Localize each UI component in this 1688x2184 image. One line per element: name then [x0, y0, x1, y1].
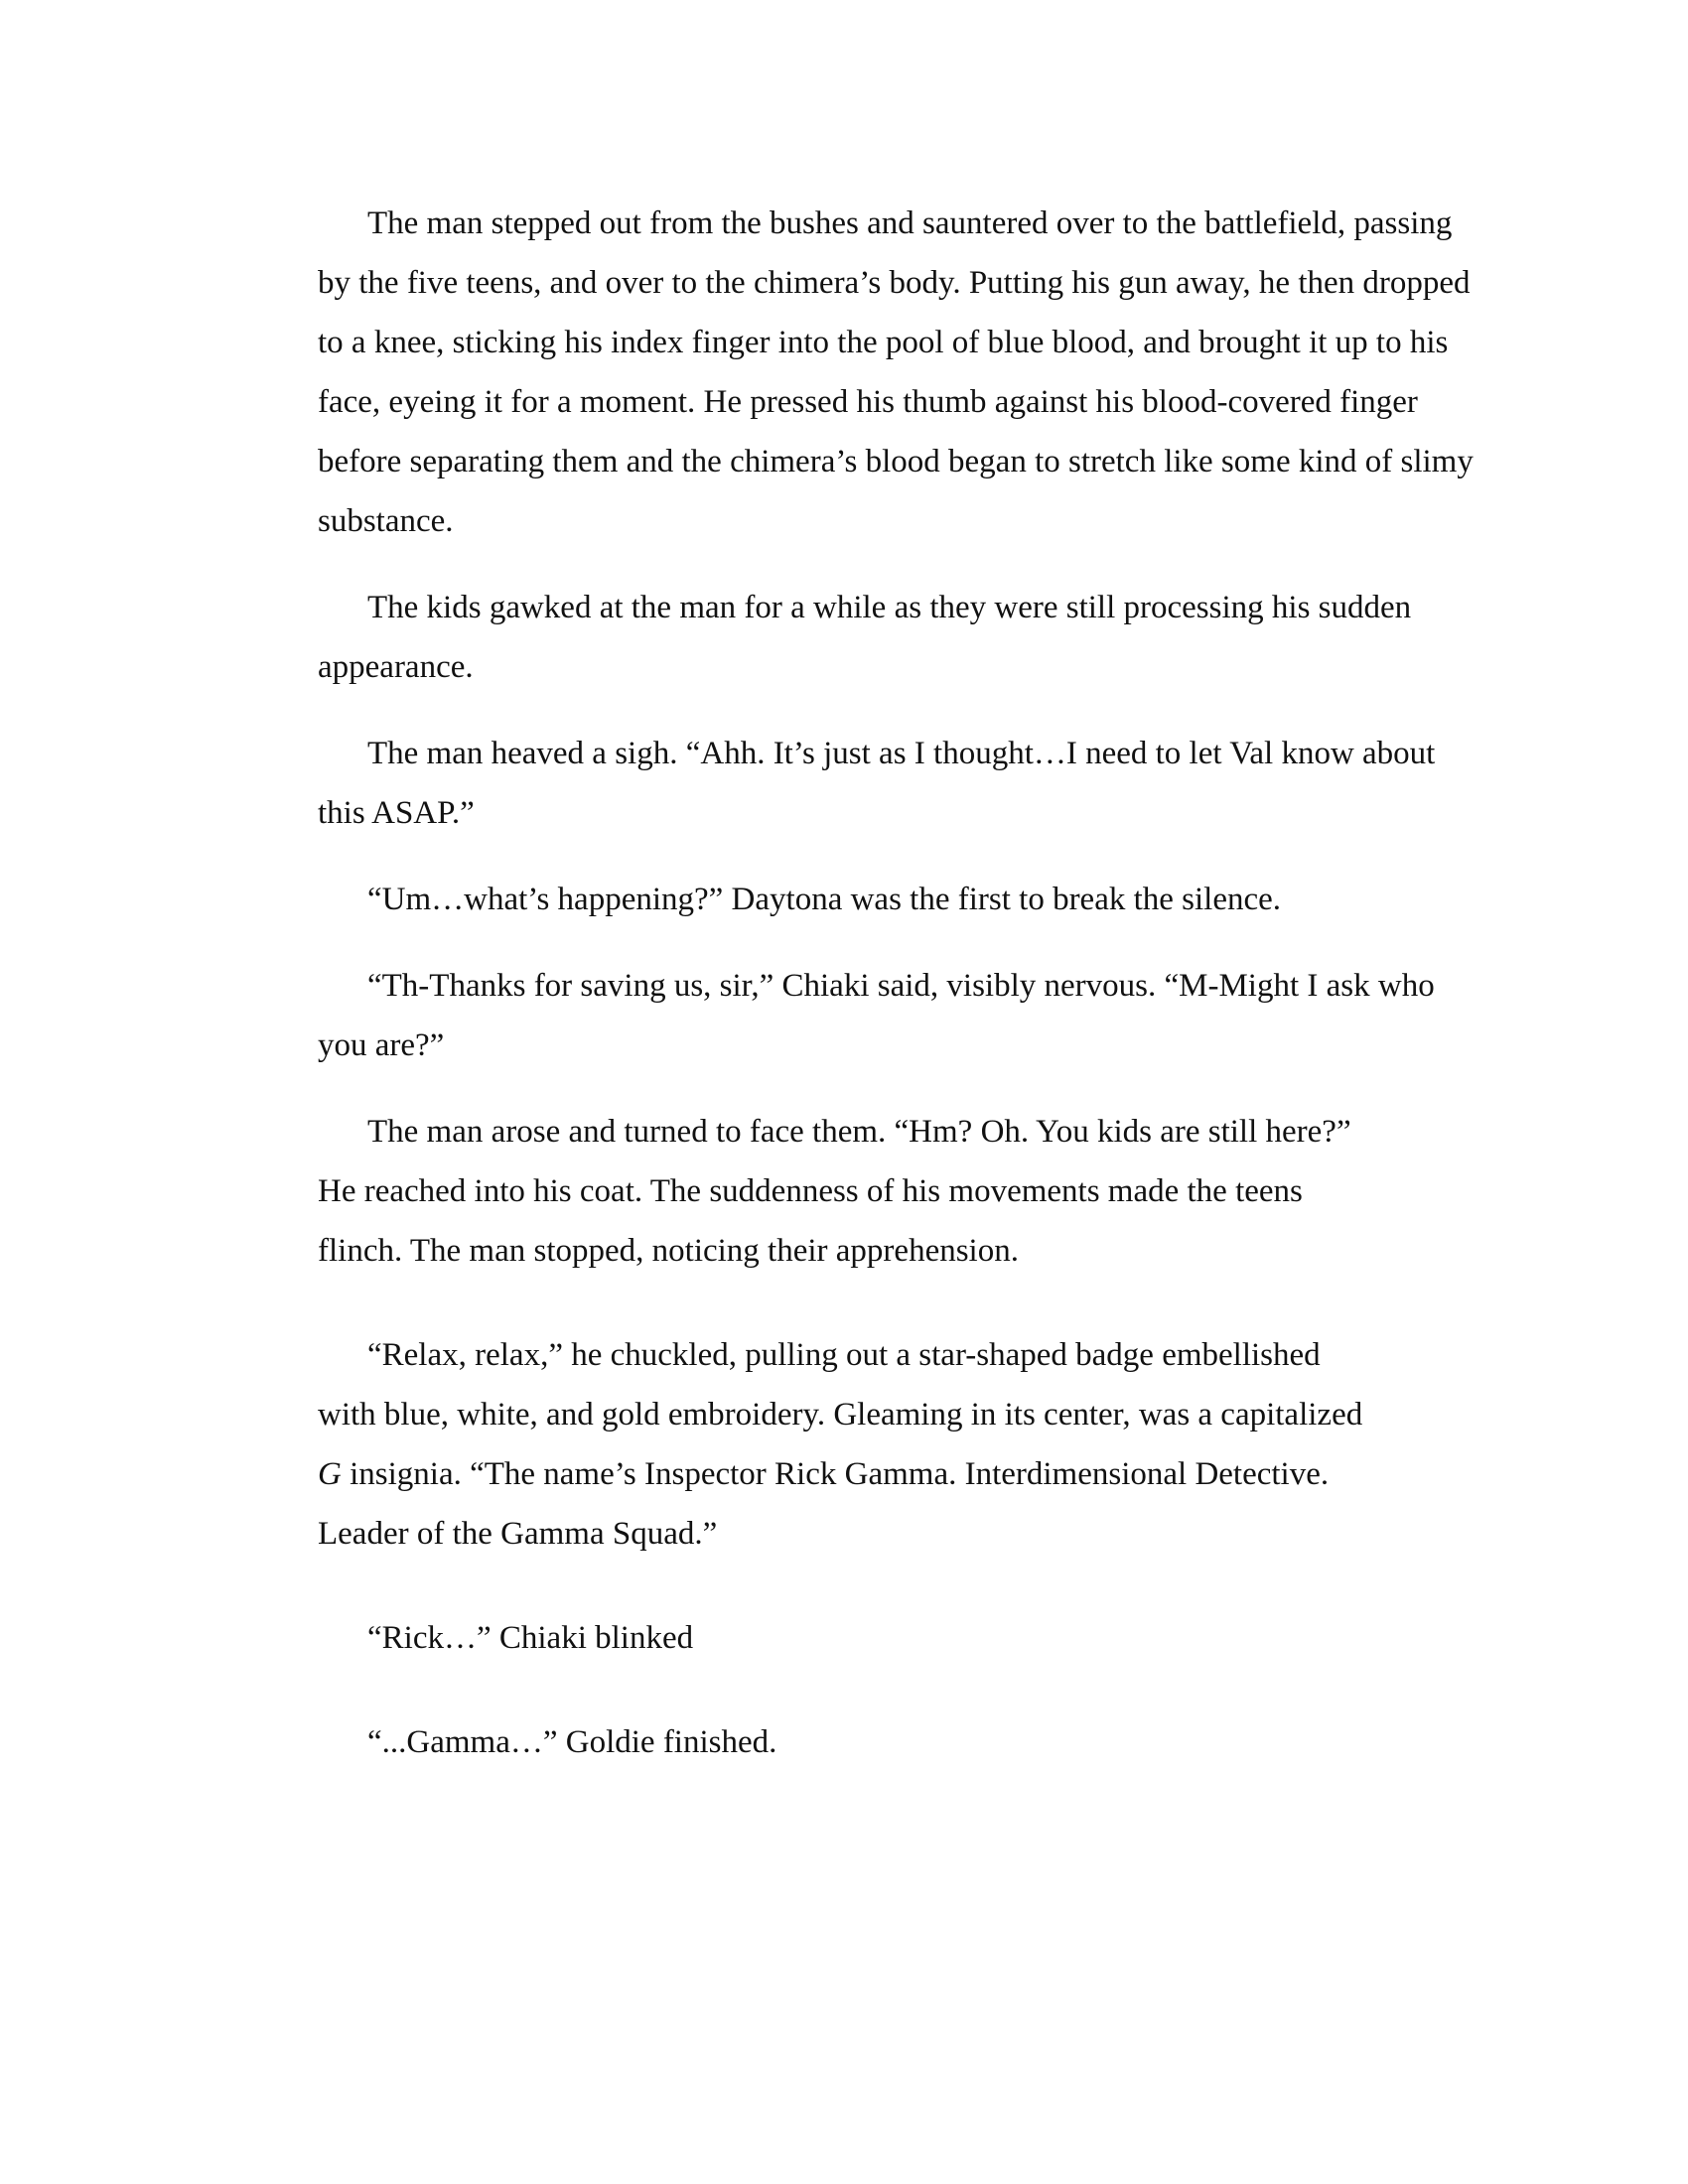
paragraph-1: The man stepped out from the bushes and sauntered over to the battlefield, passing by the five teens, and over to the chimera’s body. Putting his gun away, he then dropped to a knee, sticking his index finger into the pool of blue blood, and brought it up to his face, eyeing it for a moment. He pressed his thumb against his blood-covered finger before separating them and the chimera’s blood began to stretch like some kind of slimy substance.: [318, 205, 1474, 539]
paragraph-7: [318, 1325, 1370, 1564]
paragraph-7-text-after: insignia. “The name’s Inspector Rick Gamma. Interdimensional Detective. Leader of the Gamma Squad.”: [318, 1456, 1330, 1552]
paragraph-9: “...Gamma…” Goldie finished.: [367, 1724, 777, 1760]
paragraph-6: The man arose and turned to face them. “Hm? Oh. You kids are still here?” He reached into his coat. The suddenness of his movements made the teens flinch. The man stopped, noticing their apprehension.: [318, 1114, 1351, 1269]
document-body: [318, 194, 1489, 1772]
paragraph-7-text-before: “Relax, relax,” he chuckled, pulling out a star-shaped badge embellished with blue, white, and gold embroidery. Gleaming in its center, was a capitalized: [318, 1337, 1363, 1433]
paragraph-8: “Rick…” Chiaki blinked: [367, 1620, 694, 1656]
paragraph-7-italic-letter: G: [318, 1456, 342, 1492]
paragraph-5: “Th-Thanks for saving us, sir,” Chiaki said, visibly nervous. “M-Might I ask who you are?”: [318, 968, 1435, 1063]
paragraph-4: “Um…what’s happening?” Daytona was the first to break the silence.: [367, 882, 1282, 917]
paragraph-3: The man heaved a sigh. “Ahh. It’s just as I thought…I need to let Val know about this ASAP.”: [318, 736, 1436, 831]
paragraph-2: The kids gawked at the man for a while as they were still processing his sudden appearance.: [318, 590, 1412, 685]
